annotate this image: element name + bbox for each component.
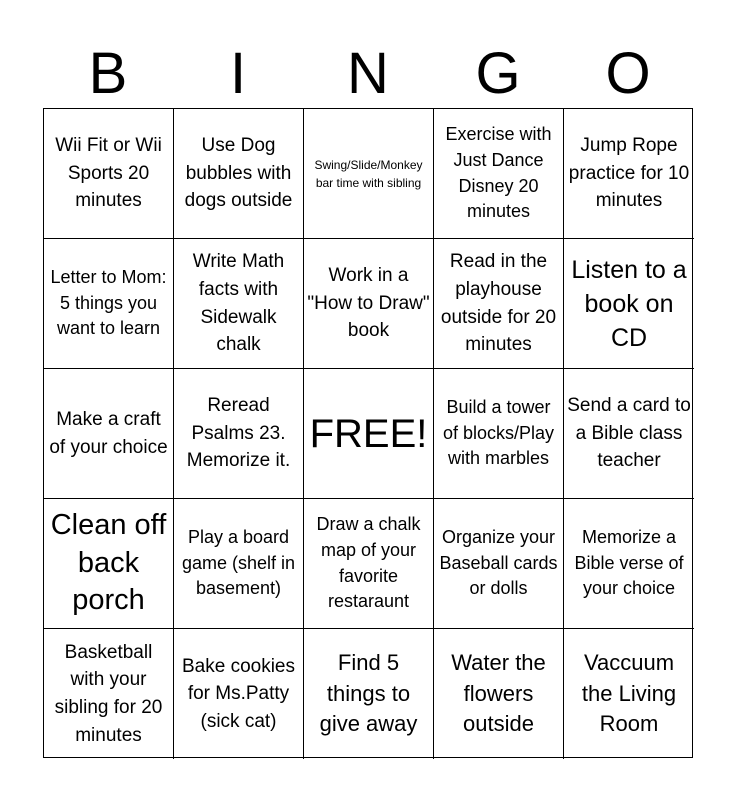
bingo-cell: Letter to Mom: 5 things you want to learn [44,239,174,369]
bingo-cell: Read in the playhouse outside for 20 minutes [434,239,564,369]
bingo-cell: Jump Rope practice for 10 minutes [564,109,694,239]
header-letter-n: N [347,41,389,106]
bingo-cell: Wii Fit or Wii Sports 20 minutes [44,109,174,239]
bingo-cell: Draw a chalk map of your favorite restaraunt [304,499,434,629]
header-letter-g: G [475,41,521,106]
bingo-cell: Listen to a book on CD [564,239,694,369]
bingo-cell: Organize your Baseball cards or dolls [434,499,564,629]
header-letter-b: B [88,41,128,106]
bingo-cell: Bake cookies for Ms.Patty (sick cat) [174,629,304,759]
bingo-cell: Clean off back porch [44,499,174,629]
bingo-cell: Use Dog bubbles with dogs outside [174,109,304,239]
bingo-cell: Reread Psalms 23. Memorize it. [174,369,304,499]
bingo-cell: Play a board game (shelf in basement) [174,499,304,629]
header-letter-i: I [229,41,247,106]
bingo-cell: Build a tower of blocks/Play with marbles [434,369,564,499]
bingo-cell: Write Math facts with Sidewalk chalk [174,239,304,369]
free-space: FREE! [304,369,434,499]
bingo-cell: Swing/Slide/Monkey bar time with sibling [304,109,434,239]
bingo-cell: Work in a "How to Draw" book [304,239,434,369]
bingo-cell: Basketball with your sibling for 20 minutes [44,629,174,759]
bingo-board [43,108,693,758]
bingo-cell: Send a card to a Bible class teacher [564,369,694,499]
bingo-header [43,40,693,108]
bingo-cell: Find 5 things to give away [304,629,434,759]
bingo-cell: Memorize a Bible verse of your choice [564,499,694,629]
bingo-cell: Exercise with Just Dance Disney 20 minutes [434,109,564,239]
header-letter-o: O [605,41,651,106]
bingo-cell: Vaccuum the Living Room [581,650,677,737]
bingo-cell: Water the flowers outside [434,629,564,759]
bingo-cell: Make a craft of your choice [44,369,174,499]
